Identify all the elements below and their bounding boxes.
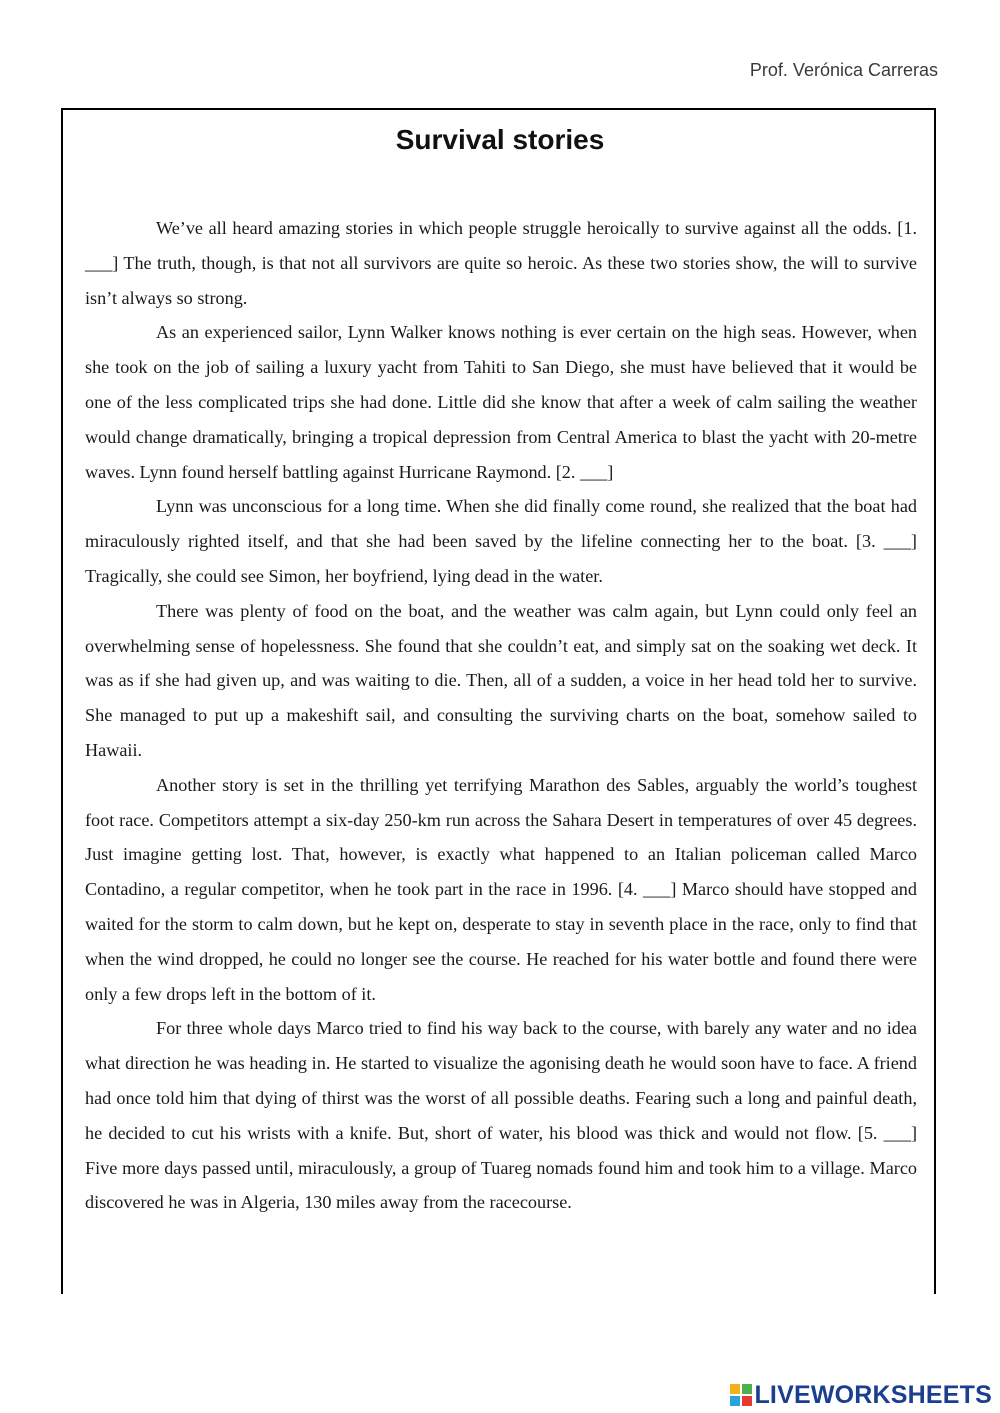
story-text bbox=[85, 211, 917, 1220]
paragraph-2: As an experienced sailor, Lynn Walker knows nothing is ever certain on the high seas. However, when she took on the job of sailing a luxury yacht from Tahiti to San Diego, she must have believed that it would be one of the less complicated trips she had done. Little did she know that after a week of calm sailing the weather would change dramatically, bringing a tropical depression from Central America to blast the yacht with 20-metre waves. Lynn found herself battling against Hurricane Raymond. [2. ___] bbox=[85, 322, 917, 482]
paragraph-4: There was plenty of food on the boat, and the weather was calm again, but Lynn could only feel an overwhelming sense of hopelessness. She found that she couldn’t eat, and simply sat on the soaking wet deck. It was as if she had given up, and was waiting to die. Then, all of a sudden, a voice in her head told her to survive. She managed to put up a makeshift sail, and consulting the surviving charts on the boat, somehow sailed to Hawaii. bbox=[85, 600, 917, 760]
paragraph-1: We’ve all heard amazing stories in which people struggle heroically to survive against all the odds. [1. ___] The truth, though, is that not all survivors are quite so heroic. As these two stories show, the will to survive isn’t always so strong. bbox=[85, 218, 917, 308]
liveworksheets-icon bbox=[730, 1384, 752, 1406]
paragraph-3: Lynn was unconscious for a long time. When she did finally come round, she realized that the boat had miraculously righted itself, and that she had been saved by the lifeline connecting her to the boat. [3. ___] Tragically, she could see Simon, her boyfriend, lying dead in the water. bbox=[85, 496, 917, 586]
page-title: Survival stories bbox=[395, 124, 605, 155]
liveworksheets-logo[interactable] bbox=[730, 1381, 992, 1409]
paragraph-6: For three whole days Marco tried to find his way back to the course, with barely any water and no idea what direction he was heading in. He started to visualize the agonising death he would soon have to face. A friend had once told him that dying of thirst was the worst of all possible deaths. Fearing such a long and painful death, he decided to cut his wrists with a knife. But, short of water, his blood was thick and would not flow. [5. ___] Five more days passed until, miraculously, a group of Tuareg nomads found him and took him to a village. Marco discovered he was in Algeria, 130 miles away from the racecourse. bbox=[85, 1018, 917, 1213]
brand-text: LIVEWORKSHEETS bbox=[754, 1380, 992, 1409]
author-name: Prof. Verónica Carreras bbox=[749, 60, 938, 80]
paragraph-5: Another story is set in the thrilling yet terrifying Marathon des Sables, arguably the world’s toughest foot race. Competitors attempt a six-day 250-km run across the Sahara Desert in temperatures of over 45 degrees. Just imagine getting lost. That, however, is exactly what happened to an Italian policeman called Marco Contadino, a regular competitor, when he took part in the race in 1996. [4. ___] Marco should have stopped and waited for the storm to calm down, but he kept on, desperate to stay in seventh place in the race, only to find that when the wind dropped, he could no longer see the course. He reached for his water bottle and found there were only a few drops left in the bottom of it. bbox=[85, 774, 917, 1004]
